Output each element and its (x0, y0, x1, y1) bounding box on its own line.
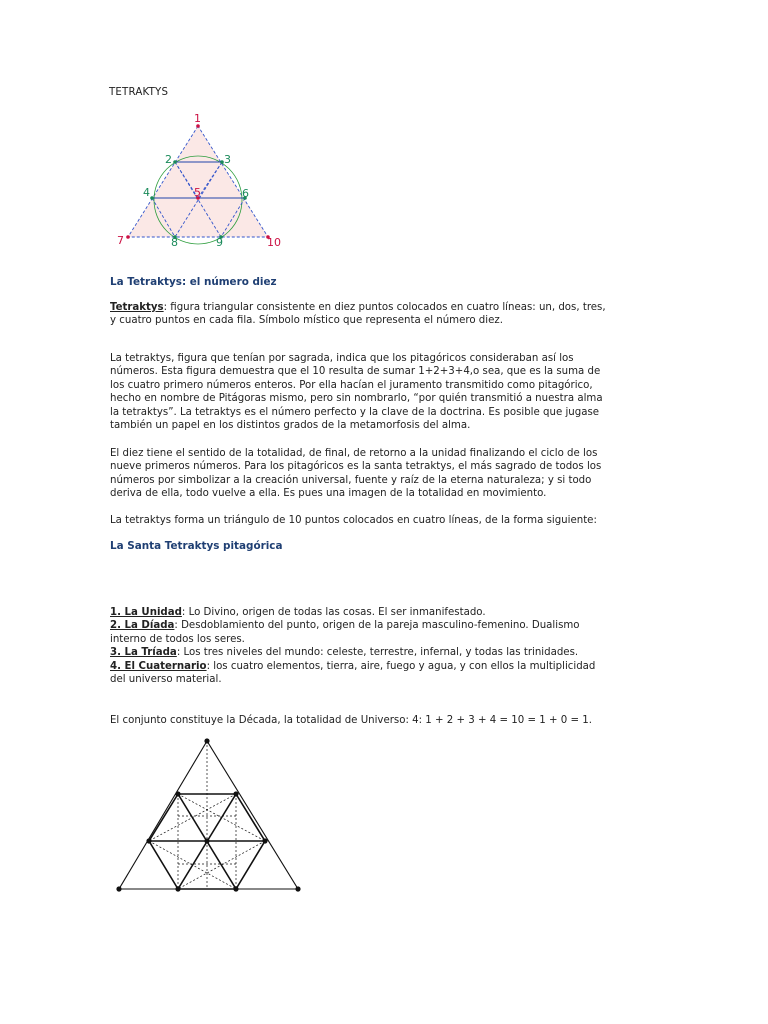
list-text: : Desdoblamiento del punto, origen de la pareja masculino-femenino. Dualismo (174, 620, 580, 632)
document-title: TETRAKTYS (109, 87, 169, 98)
term-tetraktys: Tetraktys (110, 302, 164, 313)
label-10: 10 (267, 236, 281, 249)
list-term: 3. La Tríada (110, 647, 177, 659)
label-5: 5 (194, 186, 201, 199)
list-item (110, 646, 630, 659)
label-9: 9 (216, 236, 223, 249)
label-2: 2 (165, 153, 172, 166)
p3-line: nueve primeros números. Para los pitagóricos es la santa tetraktys, el más sagrado de todos los (110, 461, 602, 473)
p2-line: números. Esta figura demuestra que el 10 resulta de sumar 1+2+3+4,o sea, que es la suma de (110, 366, 601, 378)
tetraktys-hexagram-figure (112, 736, 305, 896)
p3-line: deriva de ella, todo vuelve a ella. Es pues una imagen de la totalidad en movimiento. (110, 488, 547, 500)
list-text: interno de todos los seres. (110, 633, 245, 645)
list-text: : Los tres niveles del mundo: celeste, terrestre, infernal, y todas las trinidades. (176, 647, 579, 659)
section-heading-2: La Santa Tetraktys pitagórica (110, 540, 283, 552)
label-6: 6 (242, 187, 249, 200)
list-item (110, 619, 630, 646)
list-term: 4. El Cuaternario (110, 660, 207, 672)
list-item (110, 660, 630, 687)
list-text: : Lo Divino, origen de todas las cosas. El ser inmanifestado. (181, 607, 486, 618)
list-text: : los cuatro elementos, tierra, aire, fuego y agua, y con ellos la multiplicidad (206, 660, 596, 672)
paragraph-5: El conjunto constituye la Década, la totalidad de Universo: 4: 1 + 2 + 3 + 4 = 10 = 1 + 0 = 1. (110, 715, 592, 726)
label-8: 8 (171, 236, 178, 249)
p2-line: la tetraktys”. La tetraktys es el número perfecto y la clave de la doctrina. Es posible que jugase (110, 406, 600, 418)
p3-line: números por simbolizar a la creación universal, fuente y raíz de la eterna naturaleza; y si todo (110, 474, 592, 486)
point-2 (173, 160, 177, 164)
p2-line: también un papel en los distintos grados de la metamorfosis del alma. (110, 420, 471, 432)
list-text: del universo material. (110, 674, 222, 686)
p2-line: hecho en nombre de Pitágoras mismo, pero sin nombrarlo, “por quién transmitió a nuestra alma (110, 393, 603, 405)
numbered-list (110, 606, 630, 686)
p2-line: La tetraktys, figura que tenían por sagrada, indica que los pitagóricos consideraban así los (110, 353, 574, 364)
definition-line-1: : figura triangular consistente en diez puntos colocados en cuatro líneas: un, dos, tres, (163, 302, 606, 313)
paragraph-4: La tetraktys forma un triángulo de 10 puntos colocados en cuatro líneas, de la forma siguiente: (110, 515, 597, 526)
definition-line-2: y cuatro puntos en cada fila. Símbolo místico que representa el número diez. (110, 315, 503, 327)
paragraph-2 (110, 352, 625, 432)
label-3: 3 (224, 153, 231, 166)
list-term: 2. La Díada (110, 620, 175, 632)
p3-line: El diez tiene el sentido de la totalidad, de final, de retorno a la unidad finalizando el ciclo de los (110, 448, 598, 459)
paragraph-definition (110, 301, 625, 328)
paragraph-3 (110, 447, 625, 501)
list-item (110, 606, 630, 619)
section-heading-1: La Tetraktys: el número diez (110, 276, 277, 288)
label-4: 4 (143, 186, 150, 199)
tetraktys-figure (112, 110, 287, 250)
list-term: 1. La Unidad (110, 607, 182, 618)
point-7 (126, 235, 130, 239)
label-7: 7 (117, 234, 124, 247)
point-4 (150, 196, 154, 200)
p2-line: los cuatro primero números enteros. Por ella hacían el juramento transmitido como pitagórico, (110, 379, 593, 391)
label-1: 1 (194, 112, 201, 125)
